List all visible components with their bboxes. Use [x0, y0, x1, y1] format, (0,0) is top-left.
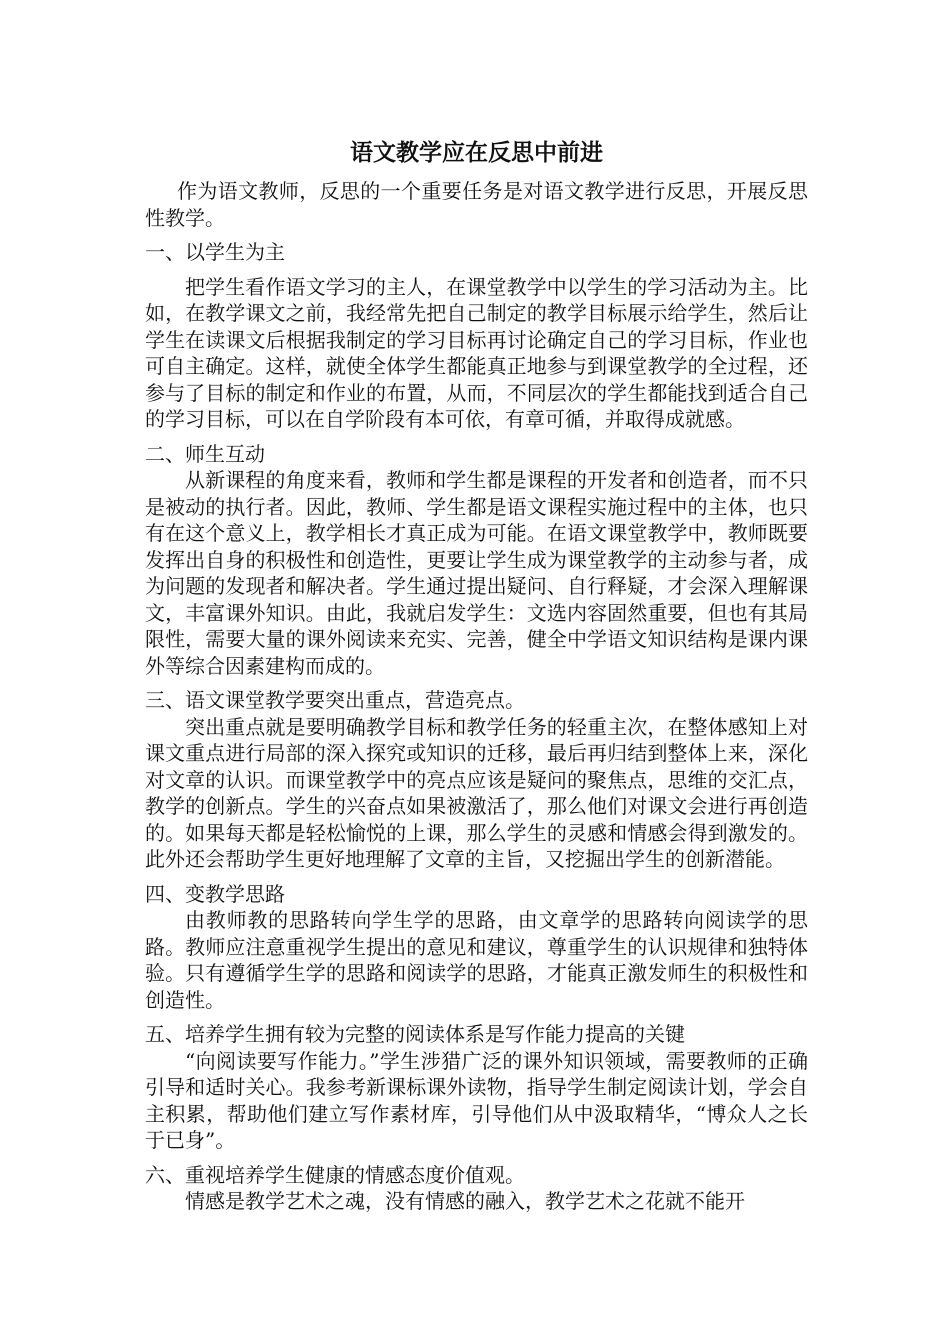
- document-title: 语文教学应在反思中前进: [350, 139, 603, 166]
- section-heading-4: 四、变教学思路: [145, 881, 285, 906]
- section-body-2: 从新课程的角度来看，教师和学生都是课程的开发者和创造者，而不只是被动的执行者。因此，教师、学生都是语文课程实施过程中的主体，也只有在这个意义上，教学相长才真正成为可能。在语文课堂教学中，教师既要发挥出自身的积极性和创造性，更要让学生成为课堂教学的主动参与者，成为问题的发现者和解决者。学生通过提出疑问、自行释疑，才会深入理解课文，丰富课外知识。由此，我就启发学生：文选内容固然重要，但也有其局限性，需要大量的课外阅读来充实、完善，健全中学语文知识结构是课内课外等综合因素建构而成的。: [145, 468, 808, 678]
- section-heading-6: 六、重视培养学生健康的情感态度价值观。: [145, 1162, 525, 1187]
- section-body-4: 由教师教的思路转向学生学的思路，由文章学的思路转向阅读学的思路。教师应注意重视学生提出的意见和建议，尊重学生的认识规律和独特体验。只有遵循学生学的思路和阅读学的思路，才能真正激发师生的积极性和创造性。: [145, 908, 808, 1012]
- section-heading-2: 二、师生互动: [145, 441, 265, 466]
- section-heading-5: 五、培养学生拥有较为完整的阅读体系是写作能力提高的关键: [145, 1022, 685, 1046]
- section-heading-3: 三、语文课堂教学要突出重点，营造亮点。: [145, 688, 525, 712]
- section-body-5: “向阅读要写作能力。”学生涉猎广泛的课外知识领域，需要教师的正确引导和适时关心。我参考新课标课外读物，指导学生制定阅读计划，学会自主积累，帮助他们建立写作素材库，引导他们从中汲取精华，“博众人之长于已身”。: [145, 1048, 808, 1152]
- section-body-3: 突出重点就是要明确教学目标和教学任务的轻重主次，在整体感知上对课文重点进行局部的深入探究或知识的迁移，最后再归结到整体上来，深化对文章的认识。而课堂教学中的亮点应该是疑问的聚焦点，思维的交汇点，教学的创新点。学生的兴奋点如果被激活了，那么他们对课文会进行再创造的。如果每天都是轻松愉悦的上课，那么学生的灵感和情感会得到激发的。此外还会帮助学生更好地理解了文章的主旨，又挖掘出学生的创新潜能。: [145, 714, 808, 871]
- section-heading-1: 一、以学生为主: [145, 240, 285, 264]
- section-body-6: 情感是教学艺术之魂，没有情感的融入，教学艺术之花就不能开: [185, 1189, 745, 1213]
- intro-paragraph: 作为语文教师，反思的一个重要任务是对语文教学进行反思，开展反思性教学。: [145, 179, 808, 230]
- section-body-1: 把学生看作语文学习的主人，在课堂教学中以学生的学习活动为主。比如，在教学课文之前，我经常先把自己制定的教学目标展示给学生，然后让学生在读课文后根据我制定的学习目标再讨论确定自己的学习目标，作业也可自主确定。这样，就使全体学生都能真正地参与到课堂教学的全过程，还参与了目标的制定和作业的布置，从而，不同层次的学生都能找到适合自己的学习目标，可以在自学阶段有本可依，有章可循，并取得成就感。: [145, 274, 808, 431]
